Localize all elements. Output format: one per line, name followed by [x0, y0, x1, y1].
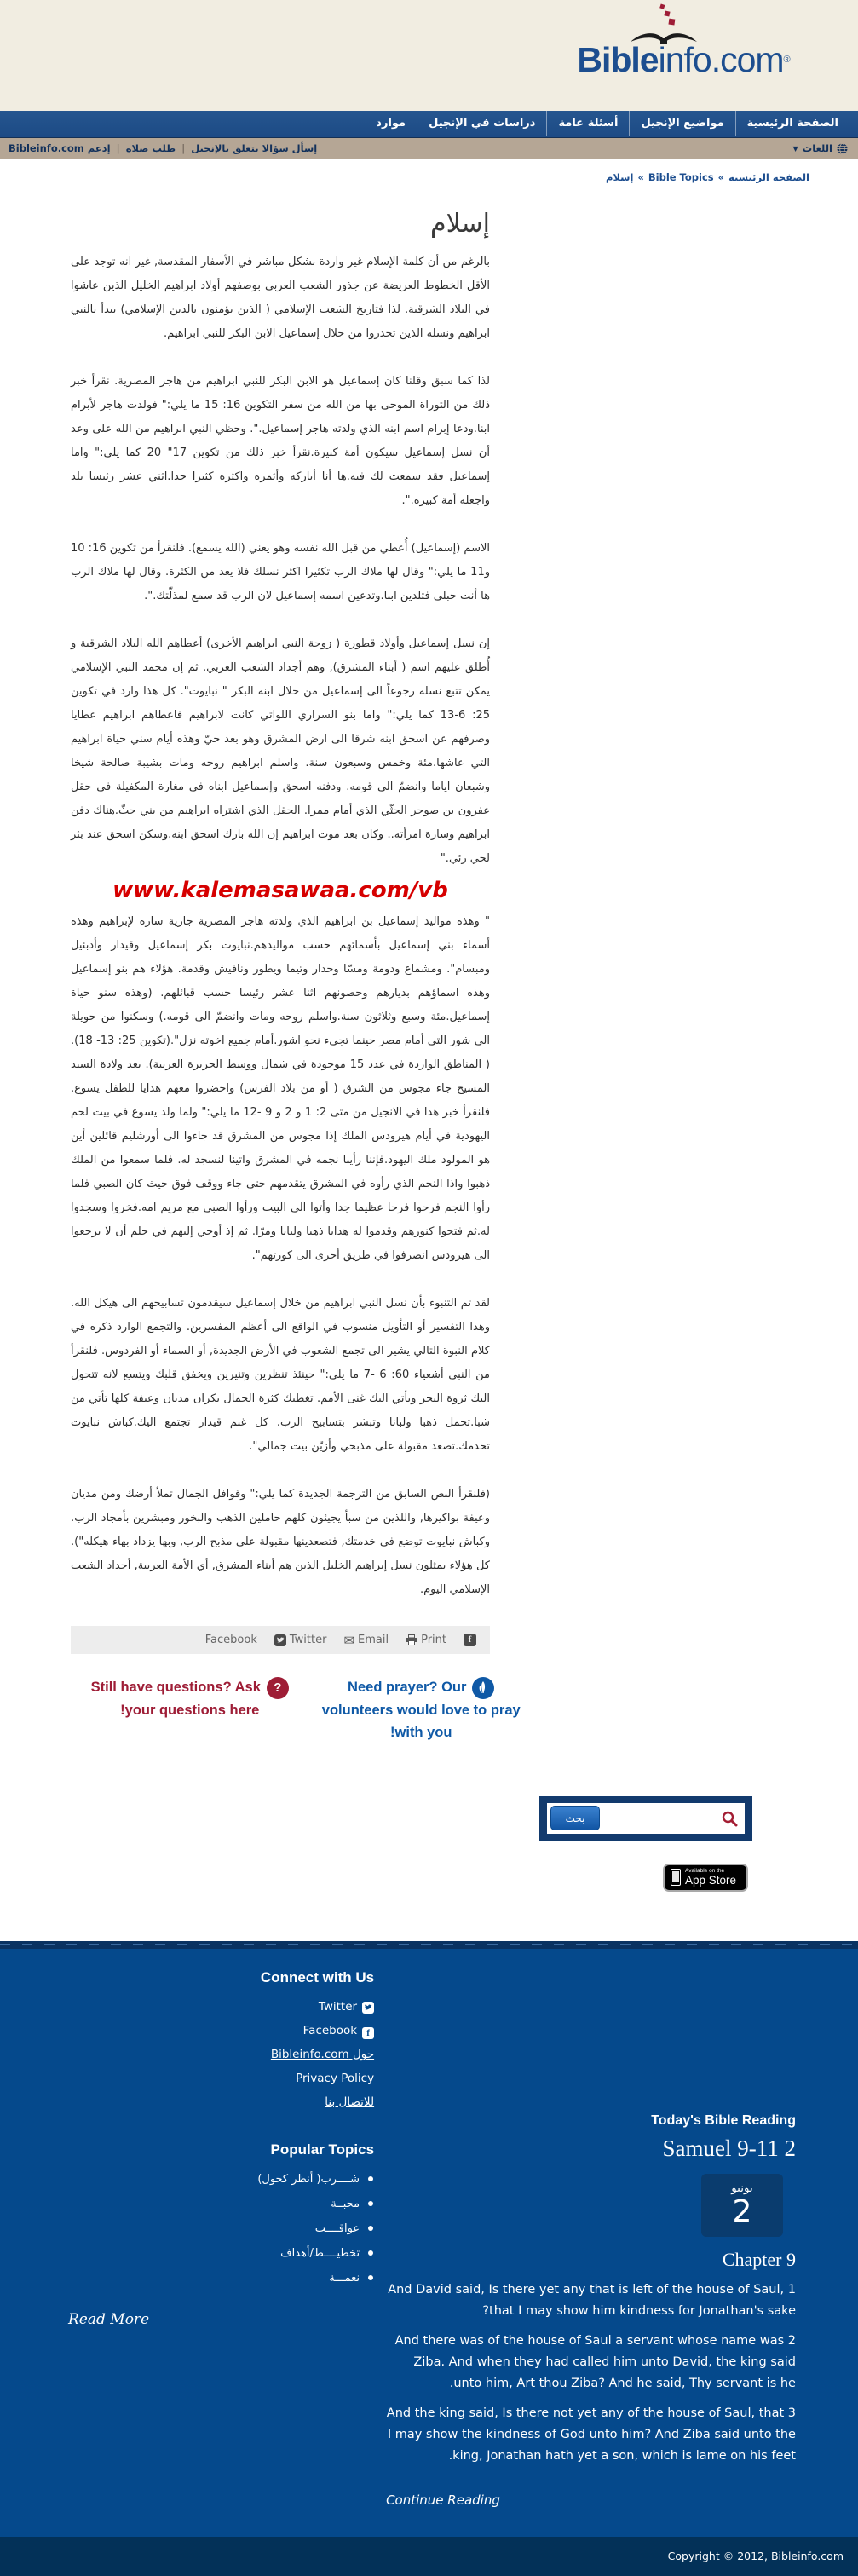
- popular-topic-item[interactable]: محبــة: [68, 2192, 374, 2216]
- nav-item-general-questions[interactable]: أسئلة عامة: [546, 111, 629, 136]
- logo-wordmark: Bibleinfo.com®: [577, 40, 790, 79]
- bible-verse: 2 And there was of the house of Saul a servant whose name was Ziba. And when they had called him unto David, the king said unto him, Art thou Ziba? And he said, Thy servant is he.: [394, 2333, 796, 2390]
- footer: [0, 1949, 858, 2576]
- nav-item-home[interactable]: الصفحة الرئيسية: [735, 111, 849, 136]
- article-paragraph: لقد تم التنبوء بأن نسل النبي ابراهيم من خلال إسماعيل سيقدمون تسابيحهم الى هيكل الله. وهذا التفسير أو التأويل منسوب في الواقع الى أعظم المفسرين. والتجمع الوارد ذكره في كلام النبوة التالي يشير الى تجمع الشعوب في الأرض الجديدة, أو السماء أو الفردوس. فلنقرأ من النبي أشعياء 60: 6 -7 ما يلي:" حينئذ تنظرين وتنيرين ويخفق قلبك ويتسع لانه تتحول اليك ثروة البحر ويأتي اليك غنى الأمم. تغطيك كثرة الجمال بكران مديان وعيفة كلها تأتي من شبا.تحمل ذهبا ولبانا وتبشر بتسابيح الرب. كل غنم قيدار تجتمع اليك.كباش نبايوت تخدمك.تصعد مقبولة على مذبحي وأزيّن بيت جمالي".: [71, 1297, 490, 1453]
- site-header: [0, 0, 858, 111]
- share-facebook-link[interactable]: Facebook: [204, 1634, 257, 1646]
- date-month: يونيو: [731, 2181, 753, 2195]
- badge-line2: App Store: [685, 1874, 737, 1887]
- watermark-text: www.kalemasawaa.com/vb: [112, 878, 448, 903]
- page-title: إسلام: [430, 209, 490, 239]
- date-day: 2: [732, 2193, 752, 2229]
- secondary-navigation: [0, 138, 858, 159]
- search-button[interactable]: بحث: [550, 1806, 600, 1830]
- article-paragraph: (فلنقرأ النص السابق من الترجمة الجديدة كما يلي:" وقوافل الجمال تملأ أرضك ومن مديان وعيفة بواكيرها, واللذين من سبأ يجيئون كلهم حاملين الذهب والبخور ومبشرين بأمجاد الرب. وكباش نبايوت توضع في خدمتك, فتصعدينها مقبولة على مذبح الرب, وبها يزداد بهاء هيكله"). كل هؤلاء يمثلون نسل إبراهيم الخليل الذين هم أبناء المشرق, أي الأمة العربية, أجداد الشعب الإسلامي اليوم.: [71, 1488, 490, 1596]
- caret-down-icon: ▼: [792, 145, 798, 153]
- popular-topic-item[interactable]: شــــرب( أنظر كحول): [68, 2167, 374, 2192]
- main-navigation: [0, 111, 858, 138]
- search-input[interactable]: [603, 1807, 717, 1830]
- read-more-link[interactable]: Read More: [68, 2310, 150, 2328]
- nav-item-bible-topics[interactable]: مواضيع الإنجيل: [629, 111, 734, 136]
- popular-topics: [68, 2141, 374, 2328]
- ask-questions-cta[interactable]: [85, 1676, 295, 1743]
- article-paragraph: لذا كما سبق وقلنا كان إسماعيل هو الابن البكر للنبي ابراهيم من هاجر المصرية. نقرأ خبر ذلك من التوراة الموحى بها من الله من سفر التكوين 16: 15 ما يلي:" فولدت هاجر لأبرام ابنا.ودعا إبرام اسم ابنه الذي ولدته هاجر إسماعيل.". وحظي النبي ابراهيم من الله على وعد أن نسل إسماعيل سيكون أمة كبيرة.نقرأ خبر ذلك من تكوين 17" 20 كما يلي:" واما إسماعيل فقد سمعت لك فيه.ها أنا أباركه وأثمره واكثره كثيرا جدا.اثني عشر رئيسا يلد واجعله أمة كبيرة.".: [71, 375, 491, 507]
- popular-topics-heading: Popular Topics: [270, 2141, 375, 2158]
- printer-icon: [406, 1634, 417, 1645]
- languages-menu[interactable]: [793, 138, 848, 159]
- copyright-text: Copyright © 2012, Bibleinfo.com: [667, 2549, 844, 2562]
- question-mark-icon: ?: [267, 1677, 289, 1699]
- bible-verse: 3 And the king said, Is there not yet any of the house of Saul, that I may show the kindness of God unto him? And Ziba said unto the king, Jonathan hath yet a son, which is lame on his feet.: [386, 2406, 796, 2463]
- globe-icon: [837, 143, 848, 154]
- site-logo[interactable]: [551, 3, 815, 78]
- envelope-icon: ✉: [343, 1632, 355, 1648]
- nav-item-bible-studies[interactable]: دراسات في الإنجيل: [417, 111, 546, 136]
- bible-passage-title[interactable]: 2 Samuel 9-11: [662, 2135, 796, 2161]
- article-paragraph: إن نسل إسماعيل وأولاد قطورة ( زوجة النبي ابراهيم الأخرى) أعطاهم الله البلاد الشرقية و أُطلق عليهم اسم ( أبناء المشرق), وهم أجداد الشعب العربي. ثم إن محمد النبي الإسلامي يمكن تتبع نسله رجوعاً الى إسماعيل من خلال ابنه البكر " نبايوت". كل هذا وارد في تكوين 25: 6-13 كما يلي:" واما بنو السراري اللواتي كانت لابراهيم فاعطاهم ابراهيم عطايا وصرفهم عن اسحق ابنه شرقا الى ارض المشرق وهو بعد حيّ وهذه أيام سني حياة ابراهيم التي عاشها.مئة وخمس وسبعون سنة. واسلم ابراهيم روحه ومات بشيبة صالحة شيخا وشبعان اياما وانضمّ الى قومه. ودفنه اسحق وإسماعيل ابناه في مغارة المكفيلة في حقل عفرون بن صوحر الحثّي الذي أمام ممرا. الحقل الذي اشتراه ابراهيم من بني حثّ.هناك دفن ابراهيم وسارة امرأته.. وكان بعد موت ابراهيم إن الله بارك اسحق ابنه.وسكن اسحق عند بئر لحي رئي.": [71, 637, 491, 865]
- need-prayer-text: Need prayer? Our volunteers would love to pray with you!: [321, 1680, 521, 1740]
- search-box: [539, 1796, 752, 1841]
- footer-divider: [0, 1941, 858, 1949]
- popular-topic-item[interactable]: عواقــــب: [68, 2216, 374, 2241]
- footer-contact-link[interactable]: للاتصال بنا: [325, 2095, 375, 2109]
- breadcrumb-separator: »: [637, 171, 644, 183]
- connect-heading: Connect with Us: [260, 1968, 375, 1985]
- popular-topic-item[interactable]: تخطيــــط/أهداف: [68, 2241, 374, 2266]
- footer-facebook-link[interactable]: fFacebook: [68, 2019, 374, 2043]
- chapter-heading: Chapter 9: [722, 2248, 796, 2270]
- share-print-link[interactable]: Print: [406, 1634, 446, 1646]
- languages-label: اللغات: [802, 142, 832, 154]
- facebook-f-icon: f: [362, 2027, 374, 2039]
- app-store-badge-wrap: [663, 1864, 748, 1892]
- share-twitter-link[interactable]: Twitter: [274, 1634, 327, 1646]
- footer-bible-reading-column: [377, 1949, 858, 2508]
- footer-connect-column: [0, 1949, 377, 2508]
- todays-bible-reading-heading: Today's Bible Reading: [651, 2112, 796, 2128]
- ask-questions-text: Still have questions? Ask your questions here!: [90, 1680, 261, 1718]
- subnav-links: [9, 138, 317, 159]
- breadcrumb-current: إسلام: [606, 171, 634, 183]
- bible-verse: 1 And David said, Is there yet any that is left of the house of Saul, that I may show him kindness for Jonathan's sake?: [388, 2282, 796, 2318]
- article-paragraph: " وهذه مواليد إسماعيل بن ابراهيم الذي ولدته هاجر المصرية جارية سارة لإبراهيم وهذه أسماء بني إسماعيل بأسمائهم حسب مواليدهم.نبايوت بكر إسماعيل وقيدار وأدبئيل ومبسام". ومشماع ودومة ومسّا وحدار وتيما ويطور ونافيش وقدمة. هؤلاء هم بنو إسماعيل وهذه اسماؤهم بديارهم وحصونهم اثنا عشر رئيسا حسب قبائلهم. (وهذه سنو حياة إسماعيل.مئة وسبع وثلاثون سنة.واسلم روحه ومات وانضمّ الى قومه.) وسكنوا من حويلة الى شور التي أمام مصر حينما تجيء نحو اشور.أمام جميع اخوته نزل".(تكوين 25: 13- 18). ( المناطق الواردة في عدد 15 موجودة في شمال ووسط الجزيرة العربية). بعد ولادة السيد المسيح جاء مجوس من الشرق ( أو من بلاد الفرس) واحضروا معهم هدايا للطفل يسوع. فلنقرأ خبر هذا في الانجيل من متى 2: 1 و 2 و 9 -12 ما يلي:" ولما ولد يسوع في بيت لحم اليهودية في أيام هيرودس الملك إذا مجوس من المشرق قد جاءوا الى أورشليم قائلين أين هو المولود ملك اليهود.فإننا رأينا نجمه في المشرق واتينا لنسجد له. فلما سمعوا من الملك ذهبوا واذا النجم الذي رأوه في المشرق يتقدمهم حتى جاء ووقف فوق حيث كان الصبي فلما رأوا النجم فرحوا فرحا عظيما جدا وأتوا الى البيت ورأوا الصبي مع مريم امه.فخروا وسجدوا له.ثم فتحوا كنوزهم وقدموا له هدايا ذهبا ولبانا ومرّا. ثم إذ أوحي إليهم في حلم أن لا يرجعوا الى هيرودس انصرفوا في طريق أخرى الى كورتهم".: [71, 915, 491, 1262]
- nav-item-resources[interactable]: موارد: [376, 117, 406, 130]
- magnifier-icon[interactable]: [721, 1810, 738, 1827]
- smartphone-icon: [671, 1869, 681, 1886]
- footer-twitter-link[interactable]: Twitter: [68, 1995, 374, 2019]
- article-paragraph: الاسم (إسماعيل) أُعطي من قبل الله نفسه وهو يعني (الله يسمع). فلنقرأ من تكوين 16: 10 و11 ما يلي:" وقال لها ملاك الرب تكثيرا اكثر نسلك فلا يعد من الكثرة. وقال لها ملاك الرب ها أنت حبلى فتلدين ابنا.وتدعين اسمه إسماعيل لان الرب قد سمع لمذلّتك.".: [71, 542, 490, 602]
- twitter-bird-icon: [362, 2002, 374, 2014]
- copyright-bar: [0, 2537, 858, 2576]
- breadcrumb-separator: »: [717, 171, 725, 183]
- breadcrumb-bible-topics[interactable]: Bible Topics: [648, 171, 714, 183]
- footer-privacy-link[interactable]: Privacy Policy: [296, 2071, 375, 2085]
- continue-reading-link[interactable]: Continue Reading: [386, 2492, 500, 2508]
- twitter-bird-icon: [274, 1634, 286, 1646]
- date-box: [701, 2174, 783, 2237]
- divider: |: [181, 142, 186, 154]
- breadcrumb-home[interactable]: الصفحة الرئيسية: [728, 171, 809, 183]
- article-paragraph: بالرغم من أن كلمة الإسلام غير واردة بشكل مباشر في الأسفار المقدسة, غير انه توجد على الأقل الخطوط العريضة عن جذور الشعب العربي بوصفهم أولاد ابراهيم الخليل الذين عاشوا في البلاد الشرقية. لذا فتاريخ الشعب الإسلامي ( الذين يؤمنون بالدين الإسلامي) يبدأ بالنبي ابراهيم ونسله الذين تحدروا من خلال إسماعيل الابن البكر للنبي ابراهيم.: [71, 256, 490, 340]
- divider: |: [116, 142, 120, 154]
- cta-row: [85, 1676, 526, 1743]
- footer-about-link[interactable]: حول Bibleinfo.com: [270, 2047, 375, 2061]
- subnav-ask-question[interactable]: إسأل سؤالا يتعلق بالإنجيل: [191, 142, 318, 154]
- share-bar: [71, 1626, 490, 1654]
- share-email-link[interactable]: ✉ Email: [343, 1632, 389, 1648]
- facebook-f-icon[interactable]: f: [464, 1634, 476, 1646]
- article: [71, 209, 490, 1654]
- praying-hands-icon: [472, 1677, 494, 1699]
- popular-topic-item[interactable]: نعمـــة: [68, 2266, 374, 2291]
- badge-line1: Available on the: [685, 1867, 725, 1874]
- subnav-support[interactable]: إدعم Bibleinfo.com: [9, 142, 111, 154]
- app-store-badge[interactable]: [663, 1864, 748, 1892]
- breadcrumb: [49, 171, 809, 183]
- need-prayer-cta[interactable]: [317, 1676, 527, 1743]
- subnav-prayer-request[interactable]: طلب صلاة: [125, 142, 176, 154]
